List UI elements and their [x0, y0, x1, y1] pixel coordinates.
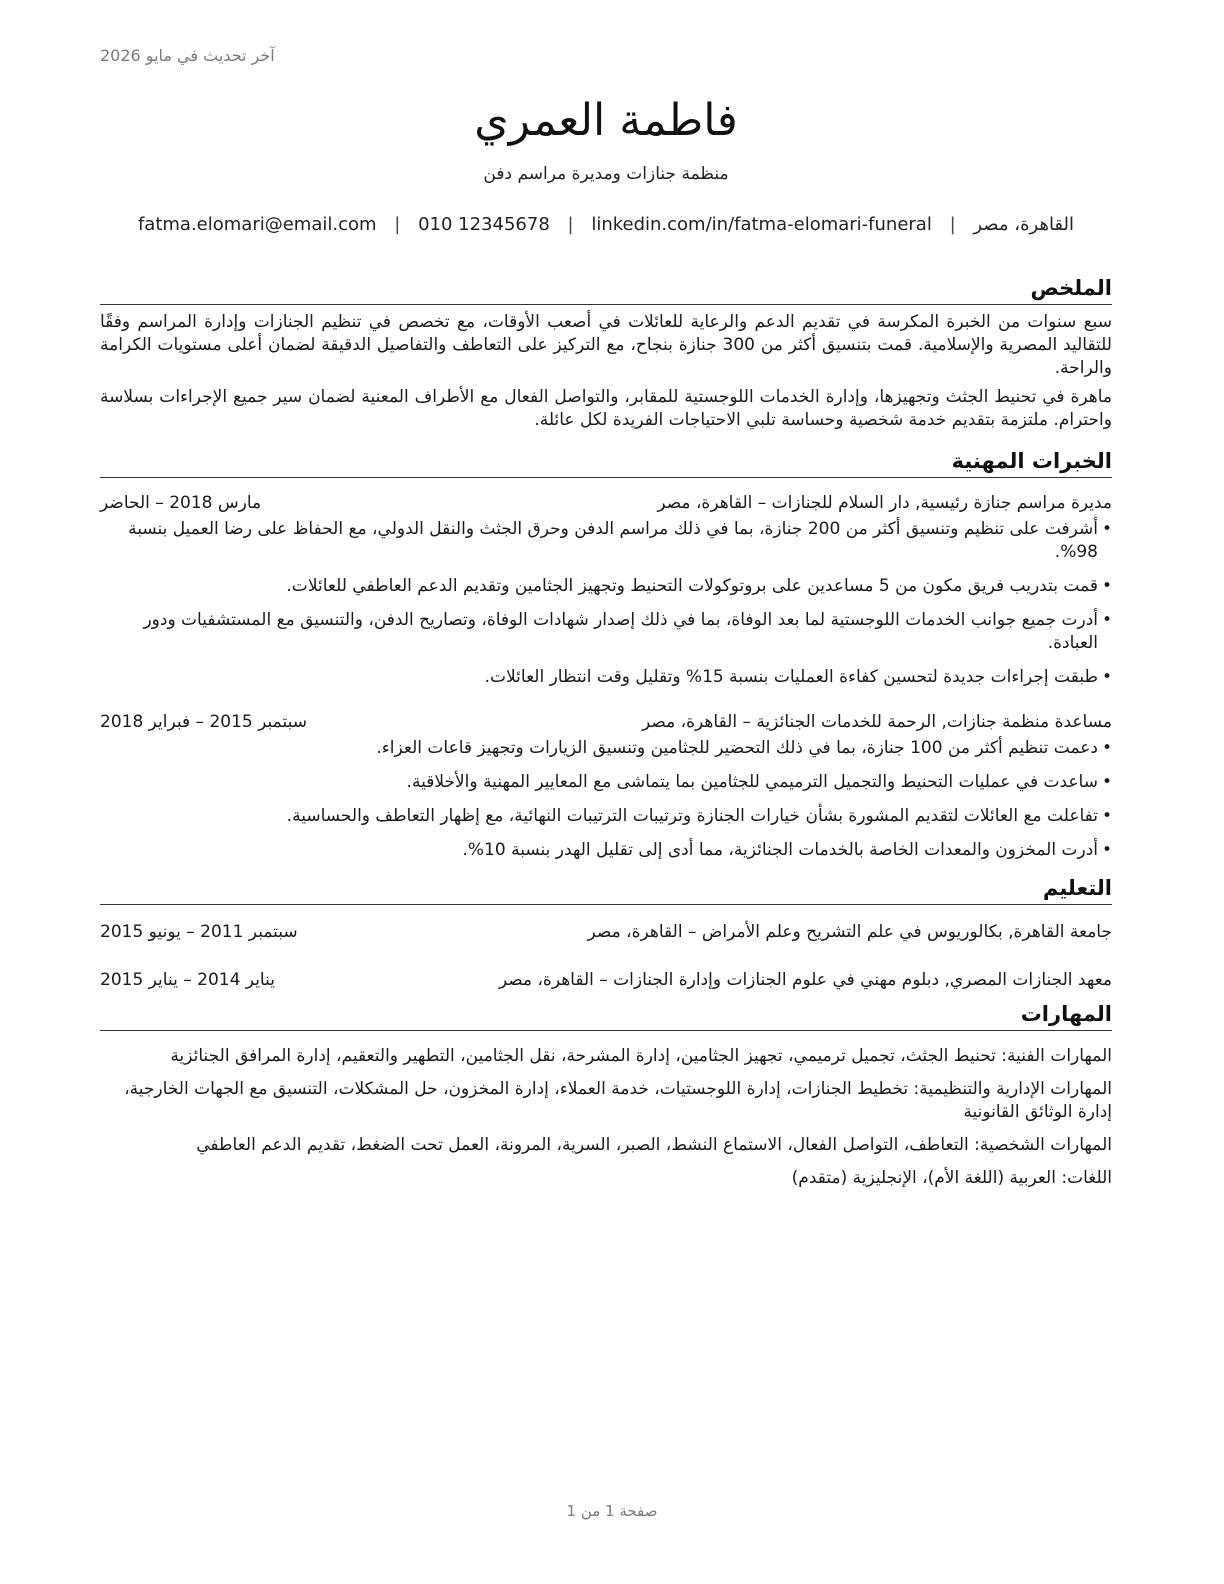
education-entry — [100, 921, 1112, 943]
contact-linkedin[interactable]: linkedin.com/in/fatma-elomari-funeral — [591, 214, 932, 235]
contact-line — [100, 214, 1112, 235]
summary-section-title: الملخص — [100, 273, 1112, 305]
contact-email[interactable]: fatma.elomari@email.com — [137, 214, 377, 235]
bullet-item: • قمت بتدريب فريق مكون من 5 مساعدين على بروتوكولات التحنيط وتجهيز الجثامين وتقديم الدعم العاطفي للعائلات. — [100, 575, 1112, 598]
bullet-item: • أدرت المخزون والمعدات الخاصة بالخدمات الجنائزية، مما أدى إلى تقليل الهدر بنسبة 10%. — [100, 839, 1112, 862]
skill-line: المهارات الفنية: تحنيط الجثث، تجميل ترميمي، تجهيز الجثامين، إدارة المشرحة، نقل الجثامين، التطهير والتعقيم، إدارة المرافق الجنائزية — [170, 1046, 1112, 1066]
job-entry — [100, 492, 1112, 689]
skill-line: اللغات: العربية (اللغة الأم)، الإنجليزية (متقدم) — [791, 1168, 1112, 1188]
education-heading: جامعة القاهرة, بكالوريوس في علم التشريح وعلم الأمراض – القاهرة، مصر — [587, 922, 1112, 942]
bullet-item: • أدرت جميع جوانب الخدمات اللوجستية لما بعد الوفاة، بما في ذلك إصدار شهادات الوفاة، وتصاريح الدفن، والتنسيق مع المستشفيات ودور العبادة. — [100, 609, 1112, 655]
contact-location: القاهرة، مصر — [973, 214, 1075, 235]
bullet-item: • طبقت إجراءات جديدة لتحسين كفاءة العمليات بنسبة 15% وتقليل وقت انتظار العائلات. — [100, 666, 1112, 689]
job-heading: مساعدة منظمة جنازات, الرحمة للخدمات الجنائزية – القاهرة، مصر — [642, 712, 1112, 732]
job-bullets — [100, 737, 1112, 862]
bullet-item: • دعمت تنظيم أكثر من 100 جنازة، بما في ذلك التحضير للجثامين وتنسيق الزيارات وتجهيز قاعات العزاء. — [100, 737, 1112, 760]
job-dates: سبتمبر 2015 – فبراير 2018 — [100, 712, 307, 732]
contact-separator: | — [949, 214, 956, 235]
summary-paragraph: ماهرة في تحنيط الجثث وتجهيزها، وإدارة الخدمات اللوجستية للمقابر، والتواصل الفعال مع الأطراف المعنية لضمان سير جميع الإجراءات بسلاسة واحترام. ملتزمة بتقديم خدمة شخصية وحساسة تلبي الاحتياجات الفريدة لكل عائلة. — [100, 387, 1112, 430]
job-header — [100, 492, 1112, 514]
summary-paragraph: سبع سنوات من الخبرة المكرسة في تقديم الدعم والرعاية للعائلات في أصعب الأوقات، مع تخصص في تنظيم الجنازات وإدارة المراسم وفقًا للتقاليد المصرية والإسلامية. قمت بتنسيق أكثر من 300 جنازة بنجاح، مع التركيز على التعاطف والتفاصيل الدقيقة لضمان أعلى مستويات الكرامة والراحة. — [100, 312, 1112, 378]
education-heading: معهد الجنازات المصري, دبلوم مهني في علوم الجنازات وإدارة الجنازات – القاهرة، مصر — [498, 970, 1112, 990]
skills-section-title: المهارات — [100, 999, 1112, 1031]
bullet-item: • تفاعلت مع العائلات لتقديم المشورة بشأن خيارات الجنازة وترتيبات الترتيبات النهائية، مع إظهار التعاطف والحساسية. — [100, 805, 1112, 828]
contact-separator: | — [567, 214, 574, 235]
job-bullets — [100, 518, 1112, 689]
resume-page — [100, 92, 1112, 1190]
education-entry — [100, 969, 1112, 991]
contact-separator: | — [394, 214, 401, 235]
job-title: منظمة جنازات ومديرة مراسم دفن — [483, 164, 729, 184]
bullet-item: • ساعدت في عمليات التحنيط والتجميل الترميمي للجثامين بما يتماشى مع المعايير المهنية والأخلاقية. — [100, 771, 1112, 794]
education-dates: يناير 2014 – يناير 2015 — [100, 970, 275, 990]
job-heading: مديرة مراسم جنازة رئيسية, دار السلام للجنازات – القاهرة، مصر — [657, 493, 1112, 513]
education-dates: سبتمبر 2011 – يونيو 2015 — [100, 922, 298, 942]
person-name: فاطمة العمري — [474, 95, 738, 146]
contact-phone[interactable]: 010 12345678 — [418, 214, 550, 235]
skill-line: المهارات الشخصية: التعاطف، التواصل الفعال، الاستماع النشط، الصبر، السرية، المرونة، العمل تحت الضغط، تقديم الدعم العاطفي — [196, 1135, 1112, 1155]
job-entry — [100, 711, 1112, 862]
last-updated-text: آخر تحديث في مايو 2026 — [100, 46, 275, 65]
job-header — [100, 711, 1112, 733]
bullet-item: • أشرفت على تنظيم وتنسيق أكثر من 200 جنازة، بما في ذلك مراسم الدفن وحرق الجثث والنقل الدولي، مع الحفاظ على رضا العميل بنسبة 98%. — [100, 518, 1112, 564]
experience-section-title: الخبرات المهنية — [100, 446, 1112, 478]
job-dates: مارس 2018 – الحاضر — [100, 493, 262, 513]
page-number: صفحة 1 من 1 — [566, 1502, 658, 1520]
skill-line: المهارات الإدارية والتنظيمية: تخطيط الجنازات، إدارة اللوجستيات، خدمة العملاء، إدارة المخزون، حل المشكلات، التنسيق مع الجهات الخارجية، إدارة الوثائق القانونية — [124, 1079, 1112, 1122]
education-section-title: التعليم — [100, 873, 1112, 905]
